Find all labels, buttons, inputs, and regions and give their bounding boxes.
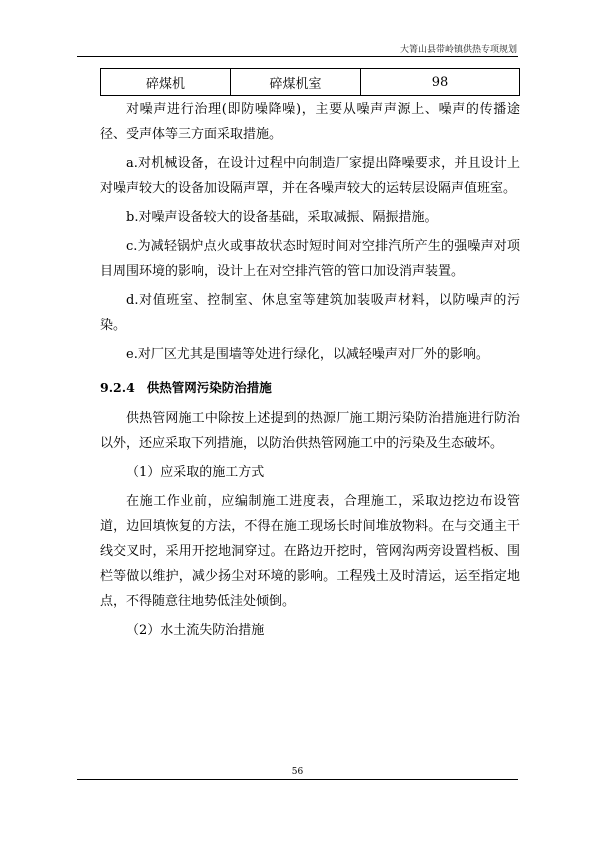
header-rule xyxy=(77,56,518,57)
paragraph-construction-method: 在施工作业前，应编制施工进度表，合理施工，采取边挖边布设管道，边回填恢复的方法，不得在施工现场长时间堆放物料。在与交通主干线交叉时，采用开挖地洞穿过。在路边开挖时，管网沟两旁设置档板、围栏等做以维护，减少扬尘对环境的影响。工程残土及时清运，运至指定地点，不得随意往地势低洼处倾倒。 xyxy=(100,494,520,609)
table-cell-location: 碎煤机室 xyxy=(231,69,361,96)
table-row xyxy=(101,69,520,96)
header-title: 大箐山县带岭镇供热专项规划 xyxy=(399,45,517,55)
paragraph-soil-erosion-heading: （2）水土流失防治措施 xyxy=(126,623,265,638)
table-cell-equipment: 碎煤机 xyxy=(101,69,231,96)
paragraph-noise-c: c.为减轻锅炉点火或事故状态时短时间对空排汽所产生的强噪声对项目周围环境的影响，设计上在对空排汽管的管口加设消声装置。 xyxy=(100,239,520,279)
body-text xyxy=(100,97,520,643)
paragraph-construction-method-heading: （1）应采取的施工方式 xyxy=(126,465,265,480)
paragraph-noise-intro: 对噪声进行治理(即防噪降噪)，主要从噪声声源上、噪声的传播途径、受声体等三方面采取措施。 xyxy=(100,102,520,142)
paragraph-noise-a: a.对机械设备，在设计过程中向制造厂家提出降噪要求，并且设计上对噪声较大的设备加设隔声罩，并在各噪声较大的运转层设隔声值班室。 xyxy=(100,156,520,196)
footer-rule xyxy=(77,779,518,780)
paragraph-noise-b: b.对噪声设备较大的设备基础，采取减振、隔振措施。 xyxy=(126,210,438,225)
section-heading xyxy=(100,375,520,400)
paragraph-network-intro: 供热管网施工中除按上述提到的热源厂施工期污染防治措施进行防治以外，还应采取下列措施，以防治供热管网施工中的污染及生态破坏。 xyxy=(100,411,520,451)
section-title: 供热管网污染防治措施 xyxy=(146,380,272,395)
paragraph-noise-e: e.对厂区尤其是围墙等处进行绿化，以减轻噪声对厂外的影响。 xyxy=(126,347,489,362)
section-number: 9.2.4 xyxy=(100,380,135,395)
noise-source-table xyxy=(100,68,520,96)
page-number: 56 xyxy=(291,767,304,777)
table-cell-noise-level: 98 xyxy=(361,69,520,96)
paragraph-noise-d: d.对值班室、控制室、休息室等建筑加装吸声材料，以防噪声的污染。 xyxy=(100,293,520,333)
